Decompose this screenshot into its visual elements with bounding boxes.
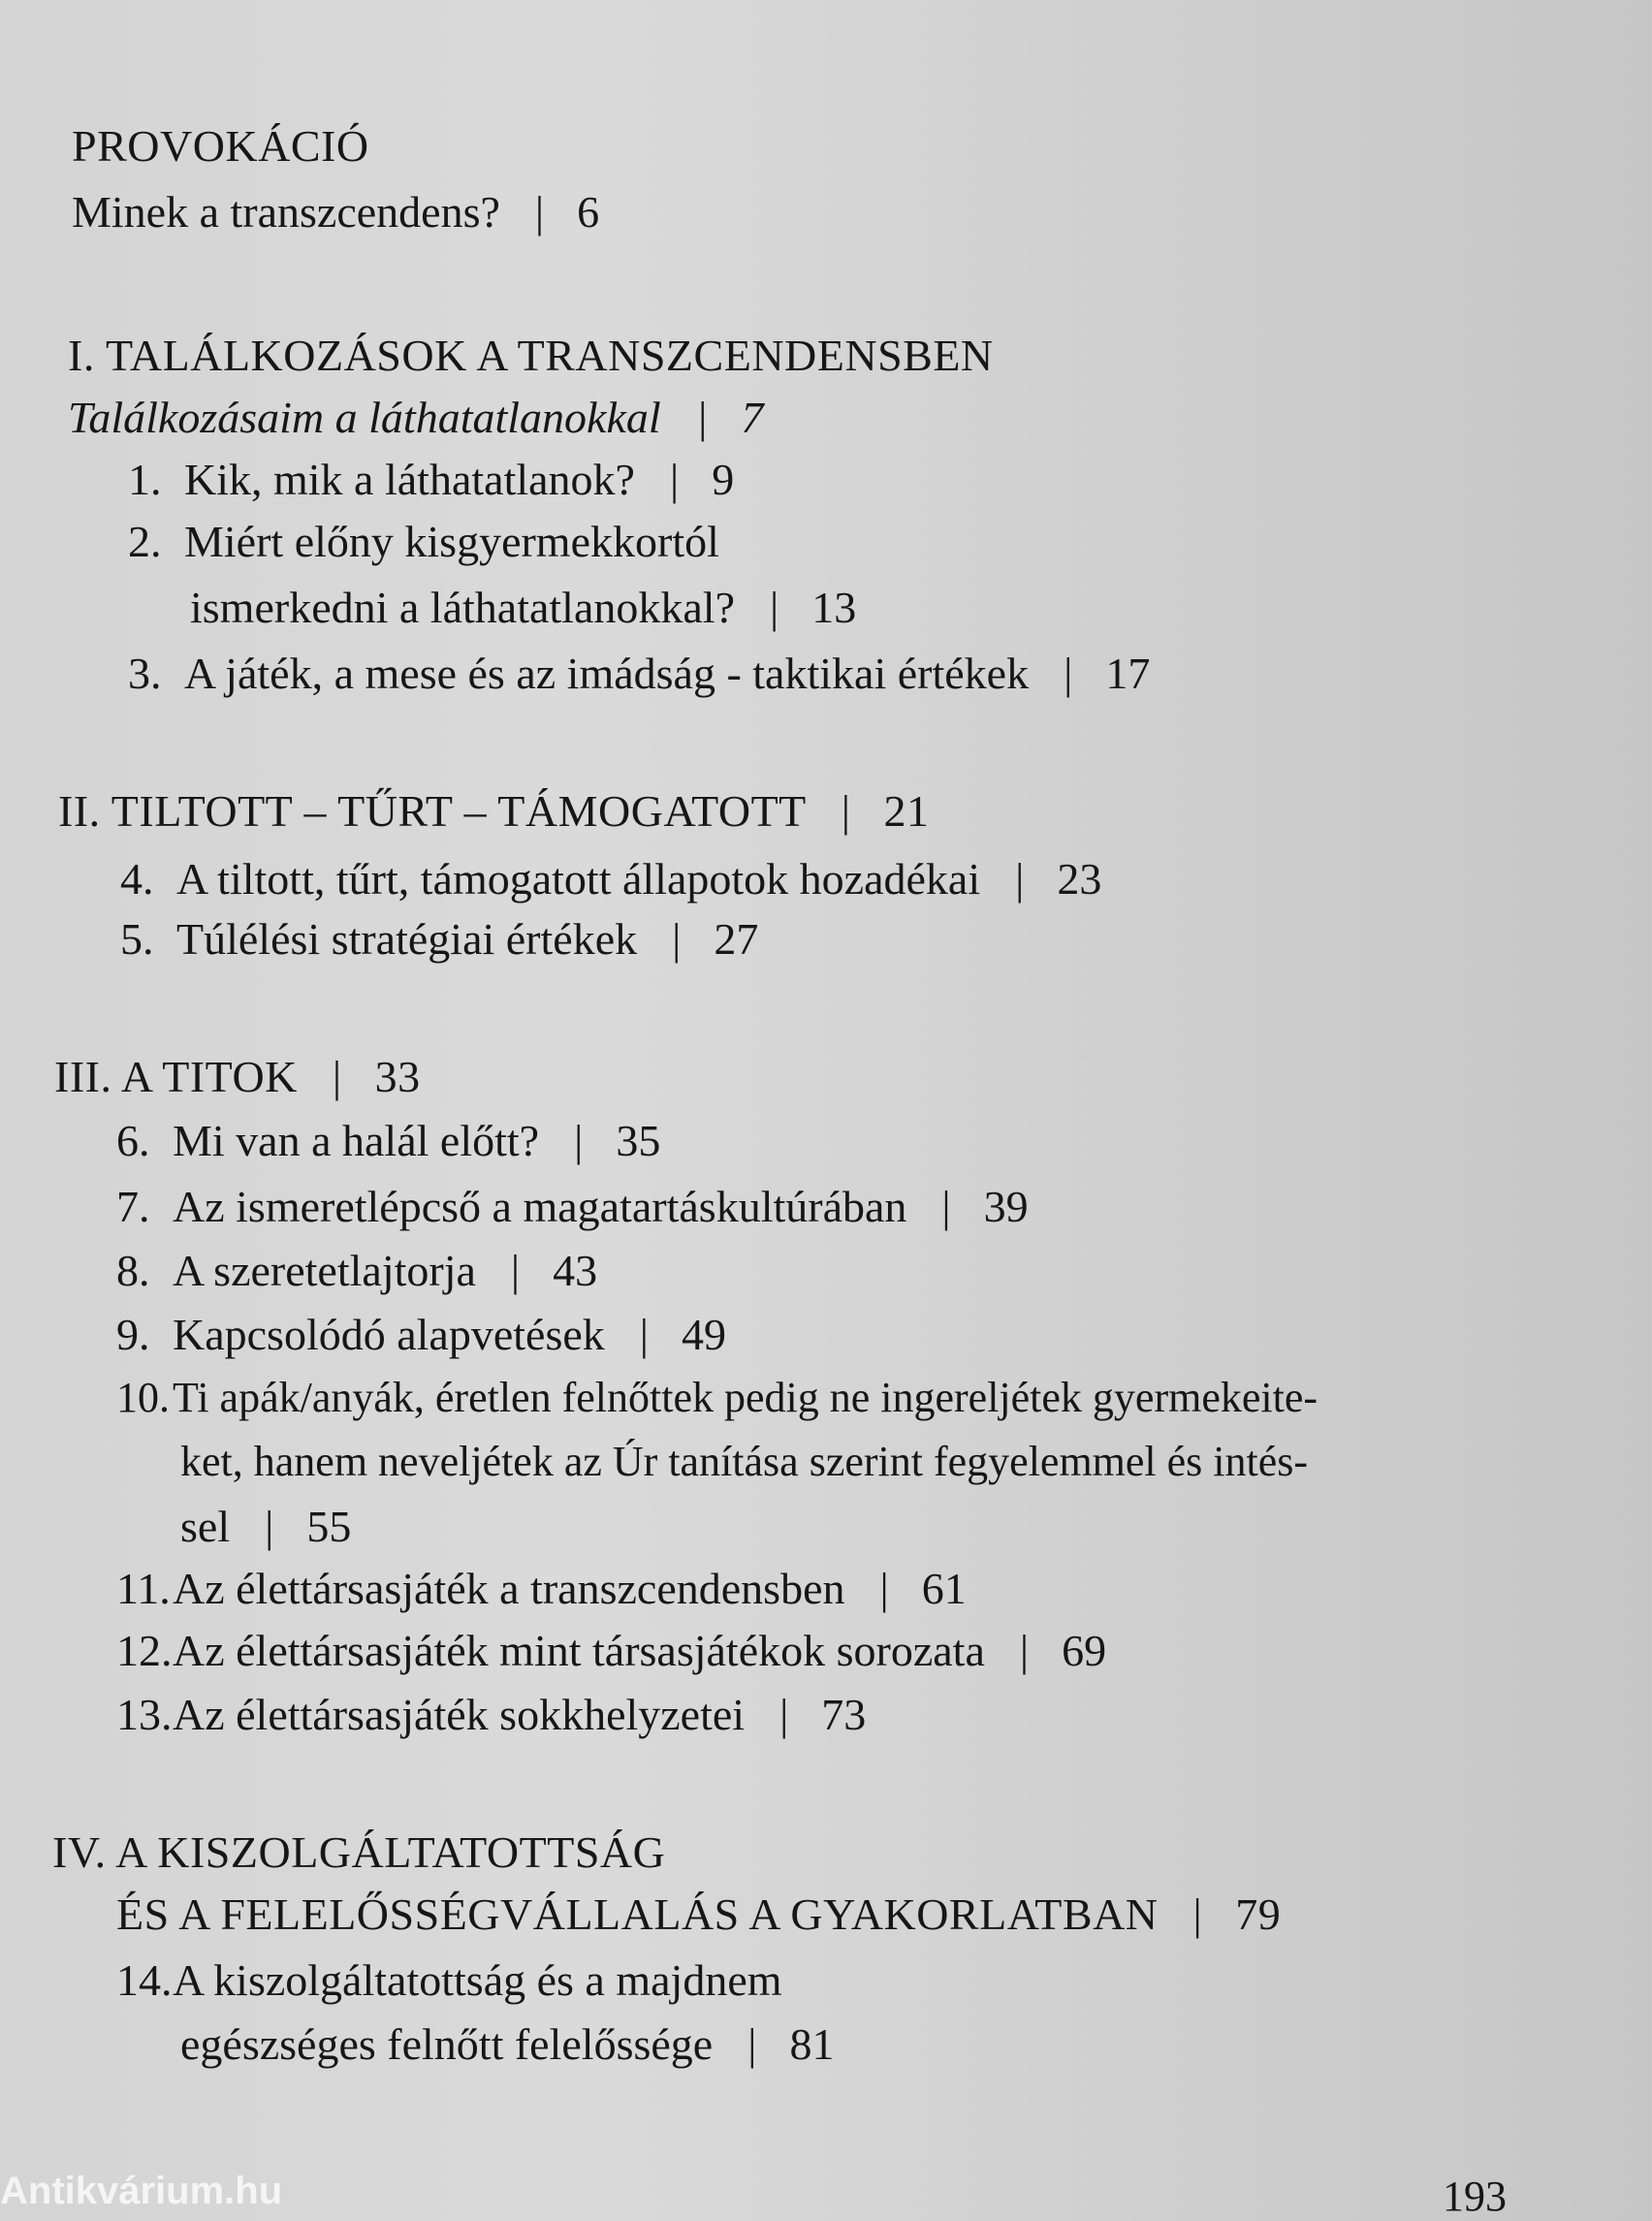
toc-entry-9[interactable] xyxy=(116,1310,727,1359)
entry-page: 73 xyxy=(821,1690,867,1739)
section-1-heading-text: I. TALÁLKOZÁSOK A TRANSZCENDENSBEN xyxy=(68,331,994,380)
toc-entry-2-line-1[interactable] xyxy=(128,517,719,566)
page-separator: | xyxy=(879,1564,889,1613)
entry-title: Találkozásaim a láthatatlanokkal xyxy=(68,393,661,442)
provocation-heading xyxy=(72,121,369,171)
toc-entry-12[interactable] xyxy=(116,1626,1107,1675)
section-1-heading xyxy=(68,333,994,378)
toc-entry-11[interactable] xyxy=(116,1564,967,1613)
entry-number: 12. xyxy=(116,1626,173,1675)
entry-page: 27 xyxy=(714,914,759,964)
page-separator: | xyxy=(669,455,680,504)
entry-number: 7. xyxy=(116,1182,150,1231)
entry-number: 1. xyxy=(128,455,162,504)
toc-entry-1[interactable] xyxy=(128,455,735,504)
entry-title: Miért előny kisgyermekkortól xyxy=(184,517,719,566)
entry-page: 9 xyxy=(712,455,735,504)
entry-title: A szeretetlajtorja xyxy=(173,1246,476,1295)
entry-title: A tiltott, tűrt, támogatott állapotok hozadékai xyxy=(176,854,981,904)
entry-page: 79 xyxy=(1235,1889,1282,1939)
entry-page: 43 xyxy=(553,1246,598,1295)
entry-number: 6. xyxy=(116,1116,150,1165)
entry-title: egészséges felnőtt felelőssége xyxy=(180,2019,714,2069)
page-separator: | xyxy=(265,1502,274,1551)
toc-entry-10-line-3[interactable] xyxy=(180,1502,352,1551)
entry-page: 33 xyxy=(374,1052,421,1101)
entry-title: ismerkedni a láthatatlanokkal? xyxy=(190,583,735,632)
page-separator: | xyxy=(1064,649,1073,698)
entry-title: Az élettársasjáték mint társasjátékok sorozata xyxy=(173,1626,985,1675)
entry-page: 39 xyxy=(983,1182,1029,1231)
section-4-heading-text: ÉS A FELELŐSSÉGVÁLLALÁS A GYAKORLATBAN xyxy=(116,1889,1159,1939)
entry-page: 13 xyxy=(811,583,857,632)
entry-title: Az ismeretlépcső a magatartáskultúrában xyxy=(173,1182,907,1231)
section-4-heading-line-2[interactable] xyxy=(116,1889,1282,1939)
entry-number: 10. xyxy=(116,1374,170,1421)
page-separator: | xyxy=(1019,1626,1030,1675)
toc-entry-14-line-1[interactable] xyxy=(116,1955,782,2005)
entry-title: ket, hanem neveljétek az Úr tanítása szerint fegyelemmel és intés- xyxy=(180,1438,1309,1485)
toc-entry-10-line-1[interactable] xyxy=(116,1374,1318,1421)
toc-entry-provocation[interactable] xyxy=(72,187,600,237)
entry-number: 3. xyxy=(128,649,162,698)
section-4-heading-text: IV. A KISZOLGÁLTATOTTSÁG xyxy=(52,1827,666,1877)
page-separator: | xyxy=(770,583,779,632)
page-separator: | xyxy=(332,1052,342,1101)
entry-page: 17 xyxy=(1105,649,1151,698)
entry-title: A kiszolgáltatottság és a majdnem xyxy=(173,1955,782,2005)
entry-title: Minek a transzcendens? xyxy=(72,187,500,237)
entry-title: Kapcsolódó alapvetések xyxy=(173,1310,605,1359)
page-separator: | xyxy=(1192,1889,1203,1939)
section-4-heading-line-1 xyxy=(52,1827,666,1877)
entry-page: 55 xyxy=(306,1502,352,1551)
toc-entry-intro[interactable] xyxy=(68,393,764,442)
section-3-heading[interactable] xyxy=(54,1052,421,1101)
entry-number: 8. xyxy=(116,1246,150,1295)
entry-number: 9. xyxy=(116,1310,150,1359)
entry-page: 61 xyxy=(921,1564,967,1613)
toc-entry-14-line-2[interactable] xyxy=(180,2019,835,2069)
entry-title: Túlélési stratégiai értékek xyxy=(176,914,638,964)
page-separator: | xyxy=(510,1246,521,1295)
entry-page: 49 xyxy=(682,1310,727,1359)
page-separator: | xyxy=(695,393,709,442)
section-2-heading[interactable] xyxy=(58,786,930,836)
entry-page: 23 xyxy=(1057,854,1102,904)
section-2-heading-text: II. TILTOTT – TŰRT – TÁMOGATOTT xyxy=(58,786,807,836)
entry-number: 11. xyxy=(116,1564,171,1613)
entry-page: 69 xyxy=(1062,1626,1107,1675)
entry-page: 81 xyxy=(789,2019,835,2069)
page-separator: | xyxy=(574,1116,584,1165)
entry-title: Mi van a halál előtt? xyxy=(173,1116,540,1165)
toc-entry-4[interactable] xyxy=(120,854,1102,904)
entry-title: Kik, mik a láthatatlanok? xyxy=(184,455,635,504)
page-separator: | xyxy=(779,1690,789,1739)
entry-number: 14. xyxy=(116,1955,173,2005)
entry-title: A játék, a mese és az imádság - taktikai értékek xyxy=(184,649,1030,698)
toc-entry-3[interactable] xyxy=(128,651,1150,696)
page-separator: | xyxy=(941,1182,951,1231)
toc-entry-8[interactable] xyxy=(116,1246,598,1295)
entry-page: 7 xyxy=(741,393,764,442)
page-number: 193 xyxy=(1443,2173,1507,2220)
toc-entry-10-line-2[interactable] xyxy=(180,1438,1309,1485)
entry-title: Az élettársasjáték a transzcendensben xyxy=(173,1564,845,1613)
toc-entry-13[interactable] xyxy=(116,1690,867,1739)
entry-title: Az élettársasjáték sokkhelyzetei xyxy=(173,1690,746,1739)
page-separator: | xyxy=(672,914,682,964)
entry-title: sel xyxy=(180,1502,231,1551)
provocation-heading-text: PROVOKÁCIÓ xyxy=(72,121,369,171)
entry-page: 6 xyxy=(577,187,600,237)
page-separator: | xyxy=(1015,854,1025,904)
watermark: Antikvárium.hu xyxy=(0,2170,283,2212)
toc-entry-2-line-2[interactable] xyxy=(190,583,857,632)
page-separator: | xyxy=(639,1310,650,1359)
page-separator: | xyxy=(747,2019,757,2069)
entry-title: Ti apák/anyák, éretlen felnőttek pedig ne ingereljétek gyermekeite- xyxy=(173,1374,1318,1421)
section-3-heading-text: III. A TITOK xyxy=(54,1052,298,1101)
page-separator: | xyxy=(841,786,851,836)
entry-number: 4. xyxy=(120,854,154,904)
toc-entry-5[interactable] xyxy=(120,914,759,964)
entry-number: 5. xyxy=(120,914,154,964)
toc-entry-6[interactable] xyxy=(116,1116,661,1165)
entry-page: 21 xyxy=(883,786,930,836)
page-separator: | xyxy=(534,187,545,237)
entry-number: 13. xyxy=(116,1690,173,1739)
entry-number: 2. xyxy=(128,517,162,566)
toc-entry-7[interactable] xyxy=(116,1182,1029,1231)
entry-page: 35 xyxy=(616,1116,661,1165)
